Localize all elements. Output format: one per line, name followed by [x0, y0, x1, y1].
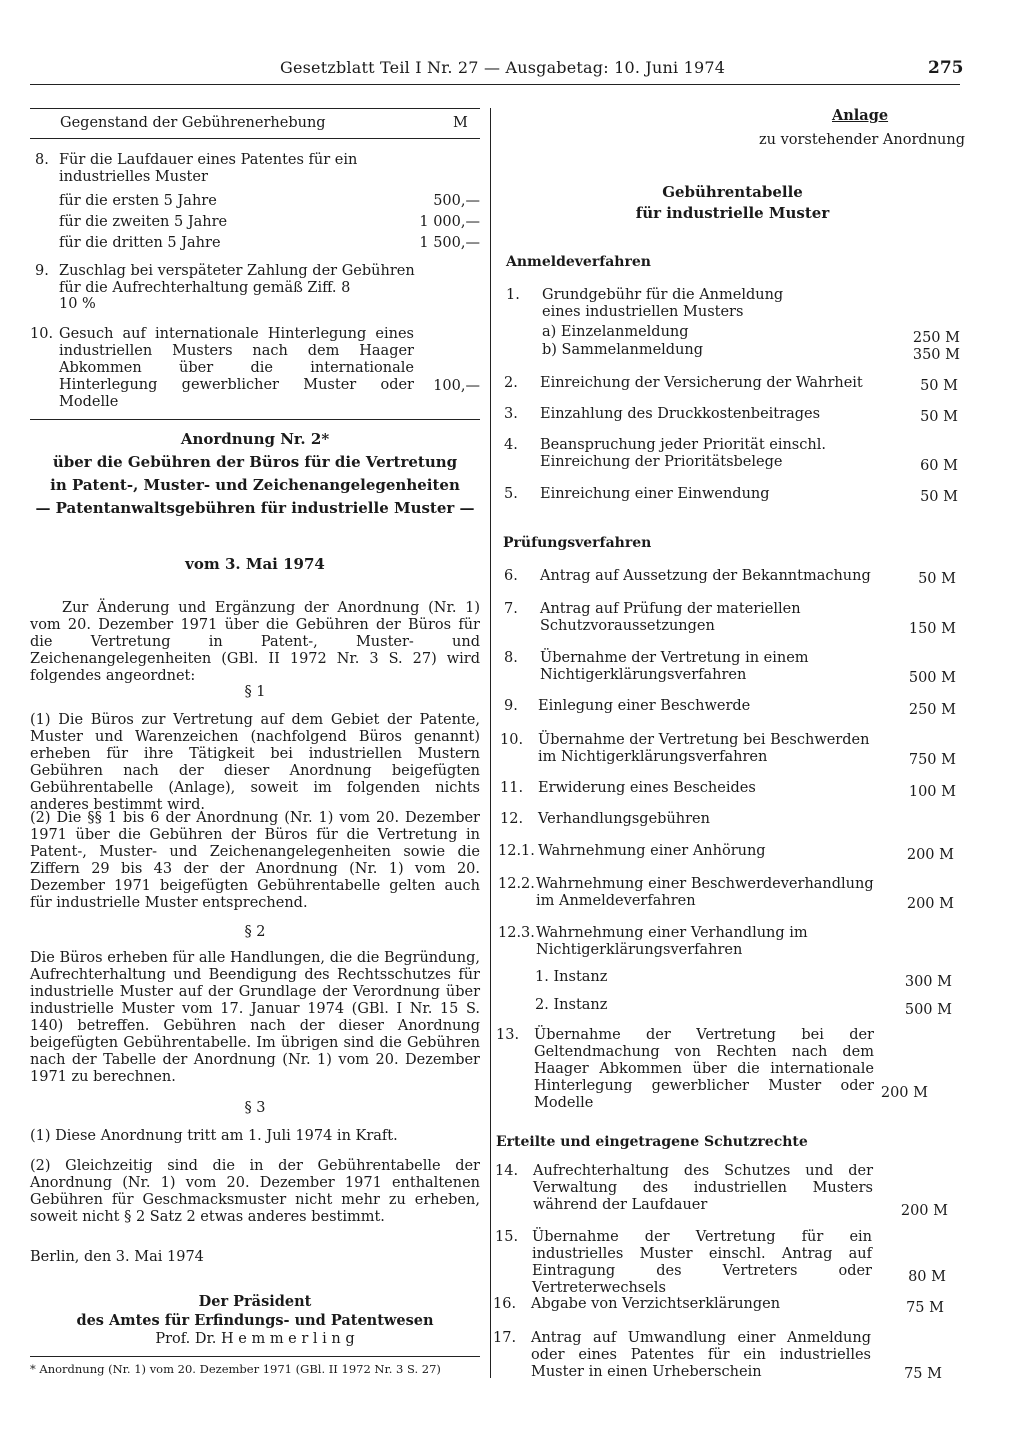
table-bottom-rule: [30, 419, 480, 420]
row-amount: 300 M: [904, 974, 952, 990]
signature-name: Prof. Dr. H e m m e r l i n g: [155, 1331, 355, 1347]
section-2-para-1: Die Büros erheben für alle Handlungen, die die Begründung, Aufrechterhaltung und Beendigung des Rechtsschutzes für industrielle Muster auf der Grundlage der Verordnung über industrielle Muster vom 17. Januar 1974 (GBl. I Nr. 15 S. 140) betreffen. Gebühren nach der dieser Anordnung beigefügten Gebührentabelle. Im übrigen sind die Gebühren nach der Tabelle der Anordnung (Nr. 1) vom 20. Dezember 1971 zu berechnen.: [30, 950, 480, 1085]
row-text: 2. Instanz: [535, 997, 608, 1013]
row-number: 6.: [504, 568, 518, 584]
table-head-unit: M: [453, 115, 468, 131]
row-amount: 500 M: [904, 1002, 952, 1018]
section-heading-anmeldeverfahren: Anmeldeverfahren: [506, 254, 651, 270]
row-number: 16.: [493, 1296, 517, 1312]
row-text: Wahrnehmung einer Anhörung: [538, 843, 766, 859]
place-date: Berlin, den 3. Mai 1974: [30, 1249, 204, 1265]
item-text: Zuschlag bei verspäteter Zahlung der Gebühren für die Aufrechterhaltung gemäß Ziff. 8: [59, 263, 415, 296]
section-heading-pruefungsverfahren: Prüfungsverfahren: [503, 535, 652, 551]
row-amount: 75 M: [906, 1300, 944, 1316]
table-top-rule: [30, 108, 480, 109]
row-amount: 750 M: [908, 752, 956, 768]
row-text: Einreichung der Versicherung der Wahrheit: [540, 375, 863, 391]
order-title-line4: — Patentanwaltsgebühren für industrielle Muster —: [35, 499, 475, 517]
row-amount: 60 M: [920, 458, 958, 474]
footnote-rule: [30, 1356, 480, 1357]
row-amount: 200 M: [880, 1085, 928, 1101]
order-title: [30, 428, 480, 520]
section-1-para-2: (2) Die §§ 1 bis 6 der Anordnung (Nr. 1) vom 20. Dezember 1971 über die Gebühren der Büros für die Vertretung in Patent-, Muster- und Zeichenangelegenheiten sowie die Ziffern 29 bis 43 der der Anordnung (Nr. 1) vom 20. Dezember 1971 beigefügten Gebührentabelle gelten auch für industrielle Muster entsprechend.: [30, 810, 480, 911]
fee-row-amount: 500,—: [433, 193, 480, 209]
order-title-line2: über die Gebühren der Büros für die Vertretung: [52, 453, 458, 471]
row-number: 12.2.: [498, 876, 535, 892]
fee-table-title: [500, 182, 965, 224]
footnote: * Anordnung (Nr. 1) vom 20. Dezember 1971 (GBl. II 1972 Nr. 3 S. 27): [30, 1362, 441, 1376]
fee-table-title-line1: Gebührentabelle: [662, 183, 803, 201]
section-3-title: § 3: [244, 1100, 266, 1116]
order-title-line3: in Patent-, Muster- und Zeichenangelegenheiten: [50, 476, 460, 494]
fee-row-label: für die zweiten 5 Jahre: [59, 214, 228, 230]
row-amount: 75 M: [904, 1366, 942, 1382]
item-number: 8.: [35, 152, 49, 168]
row-amount: 100 M: [908, 784, 956, 800]
row-amount: 500 M: [908, 670, 956, 686]
signature-office: des Amtes für Erfindungs- und Patentwesen: [76, 1312, 434, 1329]
row-text: a) Einzelanmeldung: [542, 324, 689, 340]
row-number: 8.: [504, 650, 518, 666]
running-header: Gesetzblatt Teil I Nr. 27 — Ausgabetag: 10. Juni 1974: [280, 58, 726, 77]
signature-title: Der Präsident: [198, 1293, 312, 1310]
row-text: Wahrnehmung einer Verhandlung im Nichtigerklärungsverfahren: [536, 925, 808, 958]
fee-table-title-line2: für industrielle Muster: [635, 204, 830, 222]
fee-row-amount: 1 000,—: [419, 214, 480, 230]
row-text: Antrag auf Aussetzung der Bekanntmachung: [540, 568, 871, 584]
row-number: 14.: [495, 1163, 519, 1179]
row-amount: 200 M: [900, 1203, 948, 1219]
item-number: 9.: [35, 263, 49, 279]
column-divider: [490, 108, 491, 1378]
fee-row-amount: 1 500,—: [419, 235, 480, 251]
section-heading-schutzrechte: Erteilte und eingetragene Schutzrechte: [496, 1134, 808, 1150]
section-2-title: § 2: [244, 924, 266, 940]
surcharge-percent: 10 %: [59, 296, 96, 312]
signature-block: [30, 1292, 480, 1349]
row-text: Übernahme der Vertretung bei Beschwerden im Nichtigerklärungsverfahren: [538, 732, 870, 765]
row-number: 7.: [504, 601, 518, 617]
row-amount: 200 M: [906, 847, 954, 863]
row-amount: 50 M: [920, 409, 958, 425]
table-head-rule: [30, 138, 480, 139]
row-text: Einlegung einer Beschwerde: [538, 698, 751, 714]
order-title-line1: Anordnung Nr. 2*: [180, 430, 330, 448]
item-text: Gesuch auf internationale Hinterlegung eines industriellen Musters nach dem Haager Abkommen über die internationale Hinterlegung gewerblicher Muster oder Modelle: [59, 326, 414, 410]
item-text: Für die Laufdauer eines Patentes für ein industrielles Muster: [59, 152, 358, 185]
section-3-para-2: (2) Gleichzeitig sind die in der Gebührentabelle der Anordnung (Nr. 1) vom 20. Dezember 1971 enthaltenen Gebühren für Geschmacksmuster nicht mehr zu erheben, soweit nicht § 2 Satz 2 etwas anderes bestimmt.: [30, 1158, 480, 1225]
row-amount: 200 M: [906, 896, 954, 912]
row-text: Einreichung einer Einwendung: [540, 486, 770, 502]
row-number: 17.: [493, 1330, 517, 1346]
row-text: Grundgebühr für die Anmeldung eines industriellen Musters: [542, 287, 784, 320]
section-1-para-1: (1) Die Büros zur Vertretung auf dem Gebiet der Patente, Muster und Warenzeichen (nachfolgend Büros genannt) erheben für ihre Tätigkeit bei industriellen Mustern Gebühren nach der dieser Anordnung beigefügten Gebührentabelle (Anlage), soweit im folgenden nichts anderes bestimmt wird.: [30, 712, 480, 813]
row-text: Wahrnehmung einer Beschwerdeverhandlung im Anmeldeverfahren: [536, 876, 874, 909]
annex-label: Anlage: [832, 107, 889, 124]
row-number: 5.: [504, 486, 518, 502]
row-number: 10.: [500, 732, 524, 748]
row-text: Erwiderung eines Bescheides: [538, 780, 756, 796]
row-text: Abgabe von Verzichtserklärungen: [531, 1296, 781, 1312]
row-amount: 80 M: [908, 1269, 946, 1285]
item-number: 10.: [30, 326, 54, 342]
section-3-para-1: (1) Diese Anordnung tritt am 1. Juli 1974 in Kraft.: [30, 1128, 398, 1144]
row-number: 13.: [496, 1027, 520, 1043]
row-text: Übernahme der Vertretung bei der Geltendmachung von Rechten nach dem Haager Abkommen über die internationale Hinterlegung gewerblicher Muster oder Modelle: [534, 1027, 874, 1111]
table-head-subject: Gegenstand der Gebührenerhebung: [60, 115, 326, 131]
row-text: Übernahme der Vertretung für ein industrielles Muster einschl. Antrag auf Eintragung des Vertreters oder Vertreterwechsels: [532, 1229, 872, 1296]
row-amount: 350 M: [912, 347, 960, 363]
row-number: 3.: [504, 406, 518, 422]
row-text: 1. Instanz: [535, 969, 608, 985]
row-amount: 50 M: [920, 489, 958, 505]
row-amount: 50 M: [920, 378, 958, 394]
order-date: vom 3. Mai 1974: [185, 555, 325, 573]
row-amount: 250 M: [912, 330, 960, 346]
annex-subtitle: zu vorstehender Anordnung: [758, 132, 965, 148]
page-number: 275: [928, 58, 964, 78]
row-number: 4.: [504, 437, 518, 453]
row-amount: 50 M: [918, 571, 956, 587]
row-number: 2.: [504, 375, 518, 391]
row-text: Antrag auf Prüfung der materiellen Schutzvoraussetzungen: [540, 601, 801, 634]
row-number: 12.: [500, 811, 524, 827]
row-text: Beanspruchung jeder Priorität einschl. Einreichung der Prioritätsbelege: [540, 437, 826, 470]
row-number: 12.3.: [498, 925, 535, 941]
row-amount: 150 M: [908, 621, 956, 637]
header-rule: [30, 84, 960, 85]
fee-row-label: für die dritten 5 Jahre: [59, 235, 221, 251]
row-text: Antrag auf Umwandlung einer Anmeldung oder eines Patentes für ein industrielles Muster in einen Urheberschein: [531, 1330, 871, 1380]
row-text: Verhandlungsgebühren: [538, 811, 710, 827]
row-amount: 250 M: [908, 702, 956, 718]
row-number: 1.: [506, 287, 520, 303]
fee-row-label: für die ersten 5 Jahre: [59, 193, 217, 209]
fee-row-amount: 100,—: [433, 378, 480, 394]
row-number: 11.: [500, 780, 524, 796]
row-text: b) Sammelanmeldung: [542, 342, 704, 358]
row-text: Übernahme der Vertretung in einem Nichtigerklärungsverfahren: [540, 650, 809, 683]
row-number: 15.: [495, 1229, 519, 1245]
row-number: 9.: [504, 698, 518, 714]
section-1-title: § 1: [244, 684, 266, 700]
row-number: 12.1.: [498, 843, 535, 859]
preamble: Zur Änderung und Ergänzung der Anordnung (Nr. 1) vom 20. Dezember 1971 über die Gebühren der Büros für die Vertretung in Patent-, Muster- und Zeichenangelegenheiten (GBl. II 1972 Nr. 3 S. 27) wird folgendes angeordnet:: [30, 600, 480, 684]
row-text: Aufrechterhaltung des Schutzes und der Verwaltung des industriellen Musters während der Laufdauer: [533, 1163, 873, 1213]
row-text: Einzahlung des Druckkostenbeitrages: [540, 406, 821, 422]
